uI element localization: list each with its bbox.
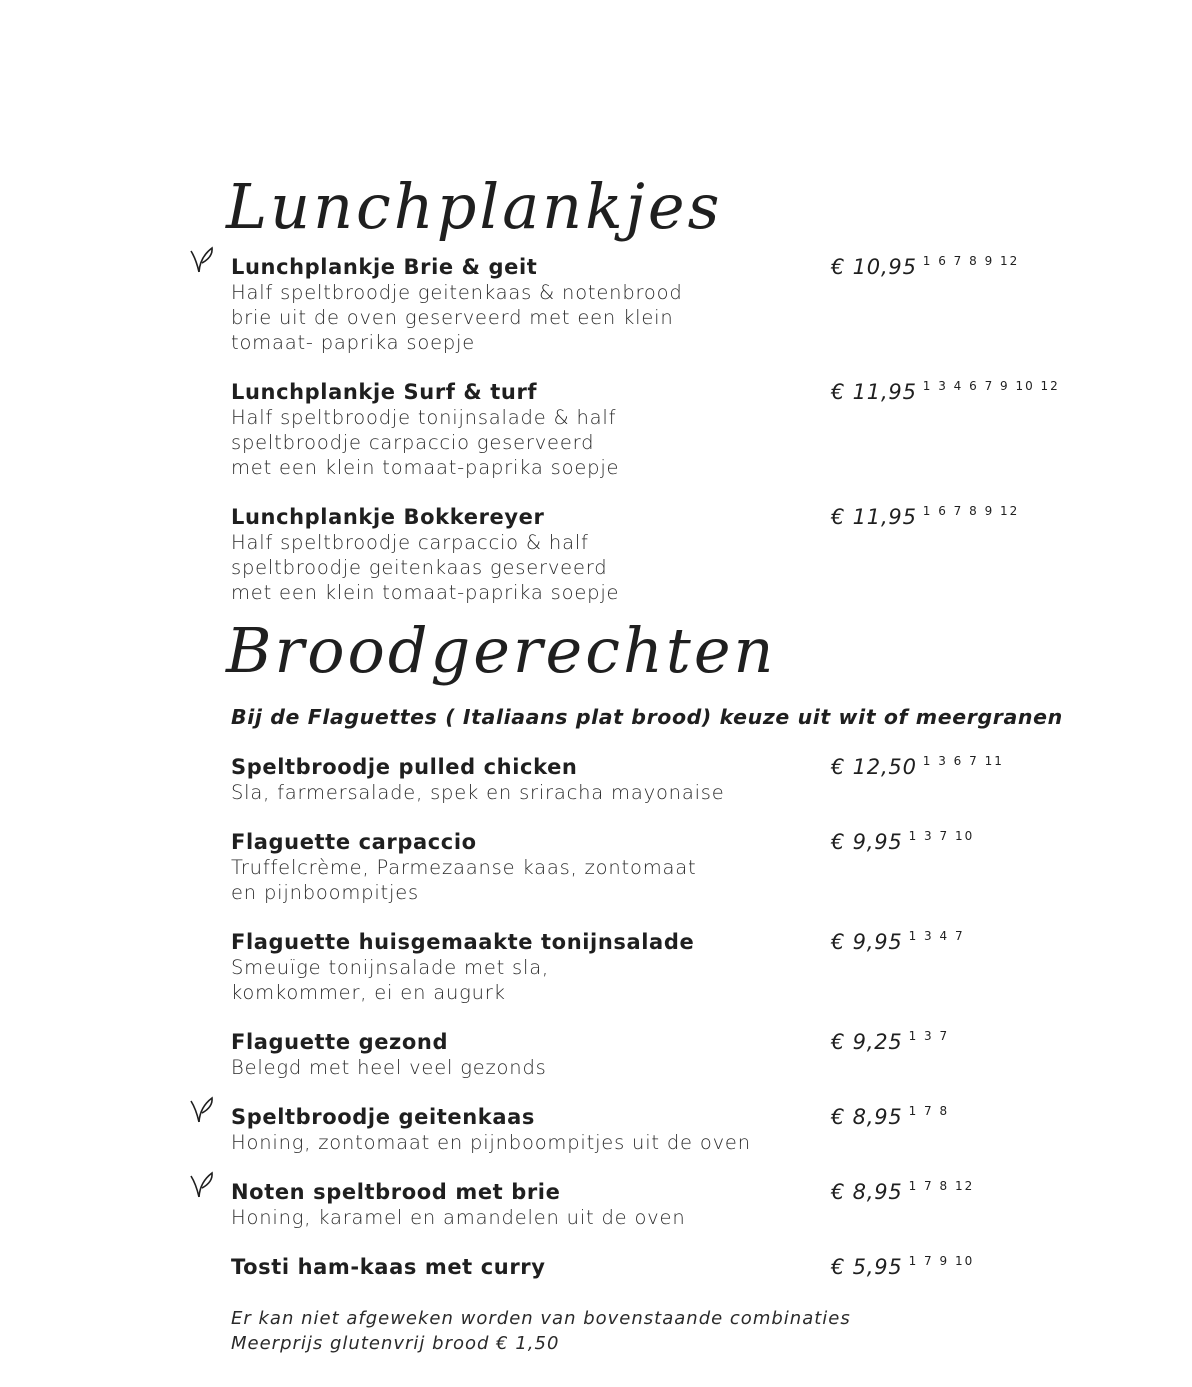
menu-item-price-line [831, 1030, 949, 1058]
menu-item-description-line: Half speltbroodje geitenkaas & notenbrood [231, 281, 683, 304]
menu-item-description-line: Half speltbroodje tonijnsalade & half [231, 406, 617, 429]
menu-item-description-line: brie uit de oven geserveerd met een klein [231, 306, 674, 329]
menu-item-price: € 10,95 [831, 255, 917, 279]
menu-item-price-line [831, 930, 965, 958]
menu-item-price-line [831, 1105, 949, 1133]
menu-item-price: € 9,95 [831, 830, 903, 854]
allergen-codes: 1 6 7 8 9 12 [922, 504, 1020, 518]
allergen-codes: 1 3 7 10 [908, 829, 975, 843]
allergen-codes: 1 7 9 10 [908, 1254, 975, 1268]
menu-item-price-line [831, 505, 1019, 533]
menu-item-name: Tosti ham-kaas met curry [231, 1255, 546, 1279]
leaf-icon [188, 1095, 216, 1125]
menu-item-name: Lunchplankje Bokkereyer [231, 505, 545, 529]
menu-item-price-line [831, 380, 1060, 408]
menu-item-name: Lunchplankje Brie & geit [231, 255, 538, 279]
menu-item-price: € 11,95 [831, 380, 917, 404]
menu-item-name: Noten speltbrood met brie [231, 1180, 561, 1204]
allergen-codes: 1 3 6 7 11 [922, 754, 1004, 768]
allergen-codes: 1 3 7 [908, 1029, 950, 1043]
allergen-codes: 1 7 8 12 [908, 1179, 975, 1193]
menu-item-description-line: Truffelcrème, Parmezaanse kaas, zontomaat [231, 856, 697, 879]
menu-item-price: € 12,50 [831, 755, 917, 779]
menu-item-price: € 9,95 [831, 930, 903, 954]
menu-item-price-line [831, 1180, 974, 1208]
menu-item-description-line: met een klein tomaat-paprika soepje [231, 581, 620, 604]
menu-item-description-line: speltbroodje carpaccio geserveerd [231, 431, 595, 454]
allergen-codes: 1 6 7 8 9 12 [922, 254, 1020, 268]
menu-item-name: Lunchplankje Surf & turf [231, 380, 538, 404]
leaf-icon [188, 1170, 216, 1200]
menu-item-price: € 11,95 [831, 505, 917, 529]
menu-item-name: Flaguette gezond [231, 1030, 449, 1054]
menu-item [231, 1030, 1131, 1080]
menu-item-price-line [831, 1255, 974, 1283]
menu-item-description-line: tomaat- paprika soepje [231, 331, 476, 354]
menu-item-name: Speltbroodje geitenkaas [231, 1105, 535, 1129]
menu-item-name: Speltbroodje pulled chicken [231, 755, 578, 779]
menu-item-price: € 8,95 [831, 1105, 903, 1129]
leaf-icon [188, 245, 216, 275]
footnote: Meerprijs glutenvrij brood € 1,50 [231, 1333, 560, 1354]
menu-item [231, 255, 1131, 355]
menu-item-description-line: met een klein tomaat-paprika soepje [231, 456, 620, 479]
menu-item-description-line: Honing, karamel en amandelen uit de oven [231, 1206, 686, 1229]
footnote: Er kan niet afgeweken worden van bovenstaande combinaties [231, 1308, 851, 1329]
menu-item-name: Flaguette huisgemaakte tonijnsalade [231, 930, 695, 954]
menu-item-price-line [831, 830, 974, 858]
menu-item-description-line: speltbroodje geitenkaas geserveerd [231, 556, 608, 579]
section-subtitle: Bij de Flaguettes ( Italiaans plat brood) keuze uit wit of meergranen [231, 705, 1063, 729]
menu-item [231, 1255, 1131, 1280]
menu-item-description-line: Smeuïge tonijnsalade met sla, [231, 956, 549, 979]
menu-item [231, 930, 1131, 1005]
menu-item-price-line [831, 255, 1019, 283]
menu-item [231, 1105, 1131, 1155]
section-title-broodgerechten: Broodgerechten [226, 614, 777, 687]
allergen-codes: 1 3 4 6 7 9 10 12 [922, 379, 1060, 393]
menu-item [231, 505, 1131, 605]
menu-item-price: € 5,95 [831, 1255, 903, 1279]
menu-item-description-line: Belegd met heel veel gezonds [231, 1056, 547, 1079]
menu-item-description-line: en pijnboompitjes [231, 881, 419, 904]
menu-item-price: € 9,25 [831, 1030, 903, 1054]
allergen-codes: 1 3 4 7 [908, 929, 965, 943]
menu-item-name: Flaguette carpaccio [231, 830, 477, 854]
menu-item [231, 830, 1131, 905]
menu-item-description-line: Honing, zontomaat en pijnboompitjes uit de oven [231, 1131, 751, 1154]
menu-item-price: € 8,95 [831, 1180, 903, 1204]
allergen-codes: 1 7 8 [908, 1104, 950, 1118]
section-title-lunchplankjes: Lunchplankjes [226, 170, 723, 243]
menu-item-description-line: komkommer, ei en augurk [231, 981, 506, 1004]
menu-item [231, 1180, 1131, 1230]
menu-item-price-line [831, 755, 1004, 783]
menu-item [231, 755, 1131, 805]
menu-item-description-line: Half speltbroodje carpaccio & half [231, 531, 589, 554]
menu-item [231, 380, 1131, 480]
menu-item-description-line: Sla, farmersalade, spek en sriracha mayonaise [231, 781, 725, 804]
